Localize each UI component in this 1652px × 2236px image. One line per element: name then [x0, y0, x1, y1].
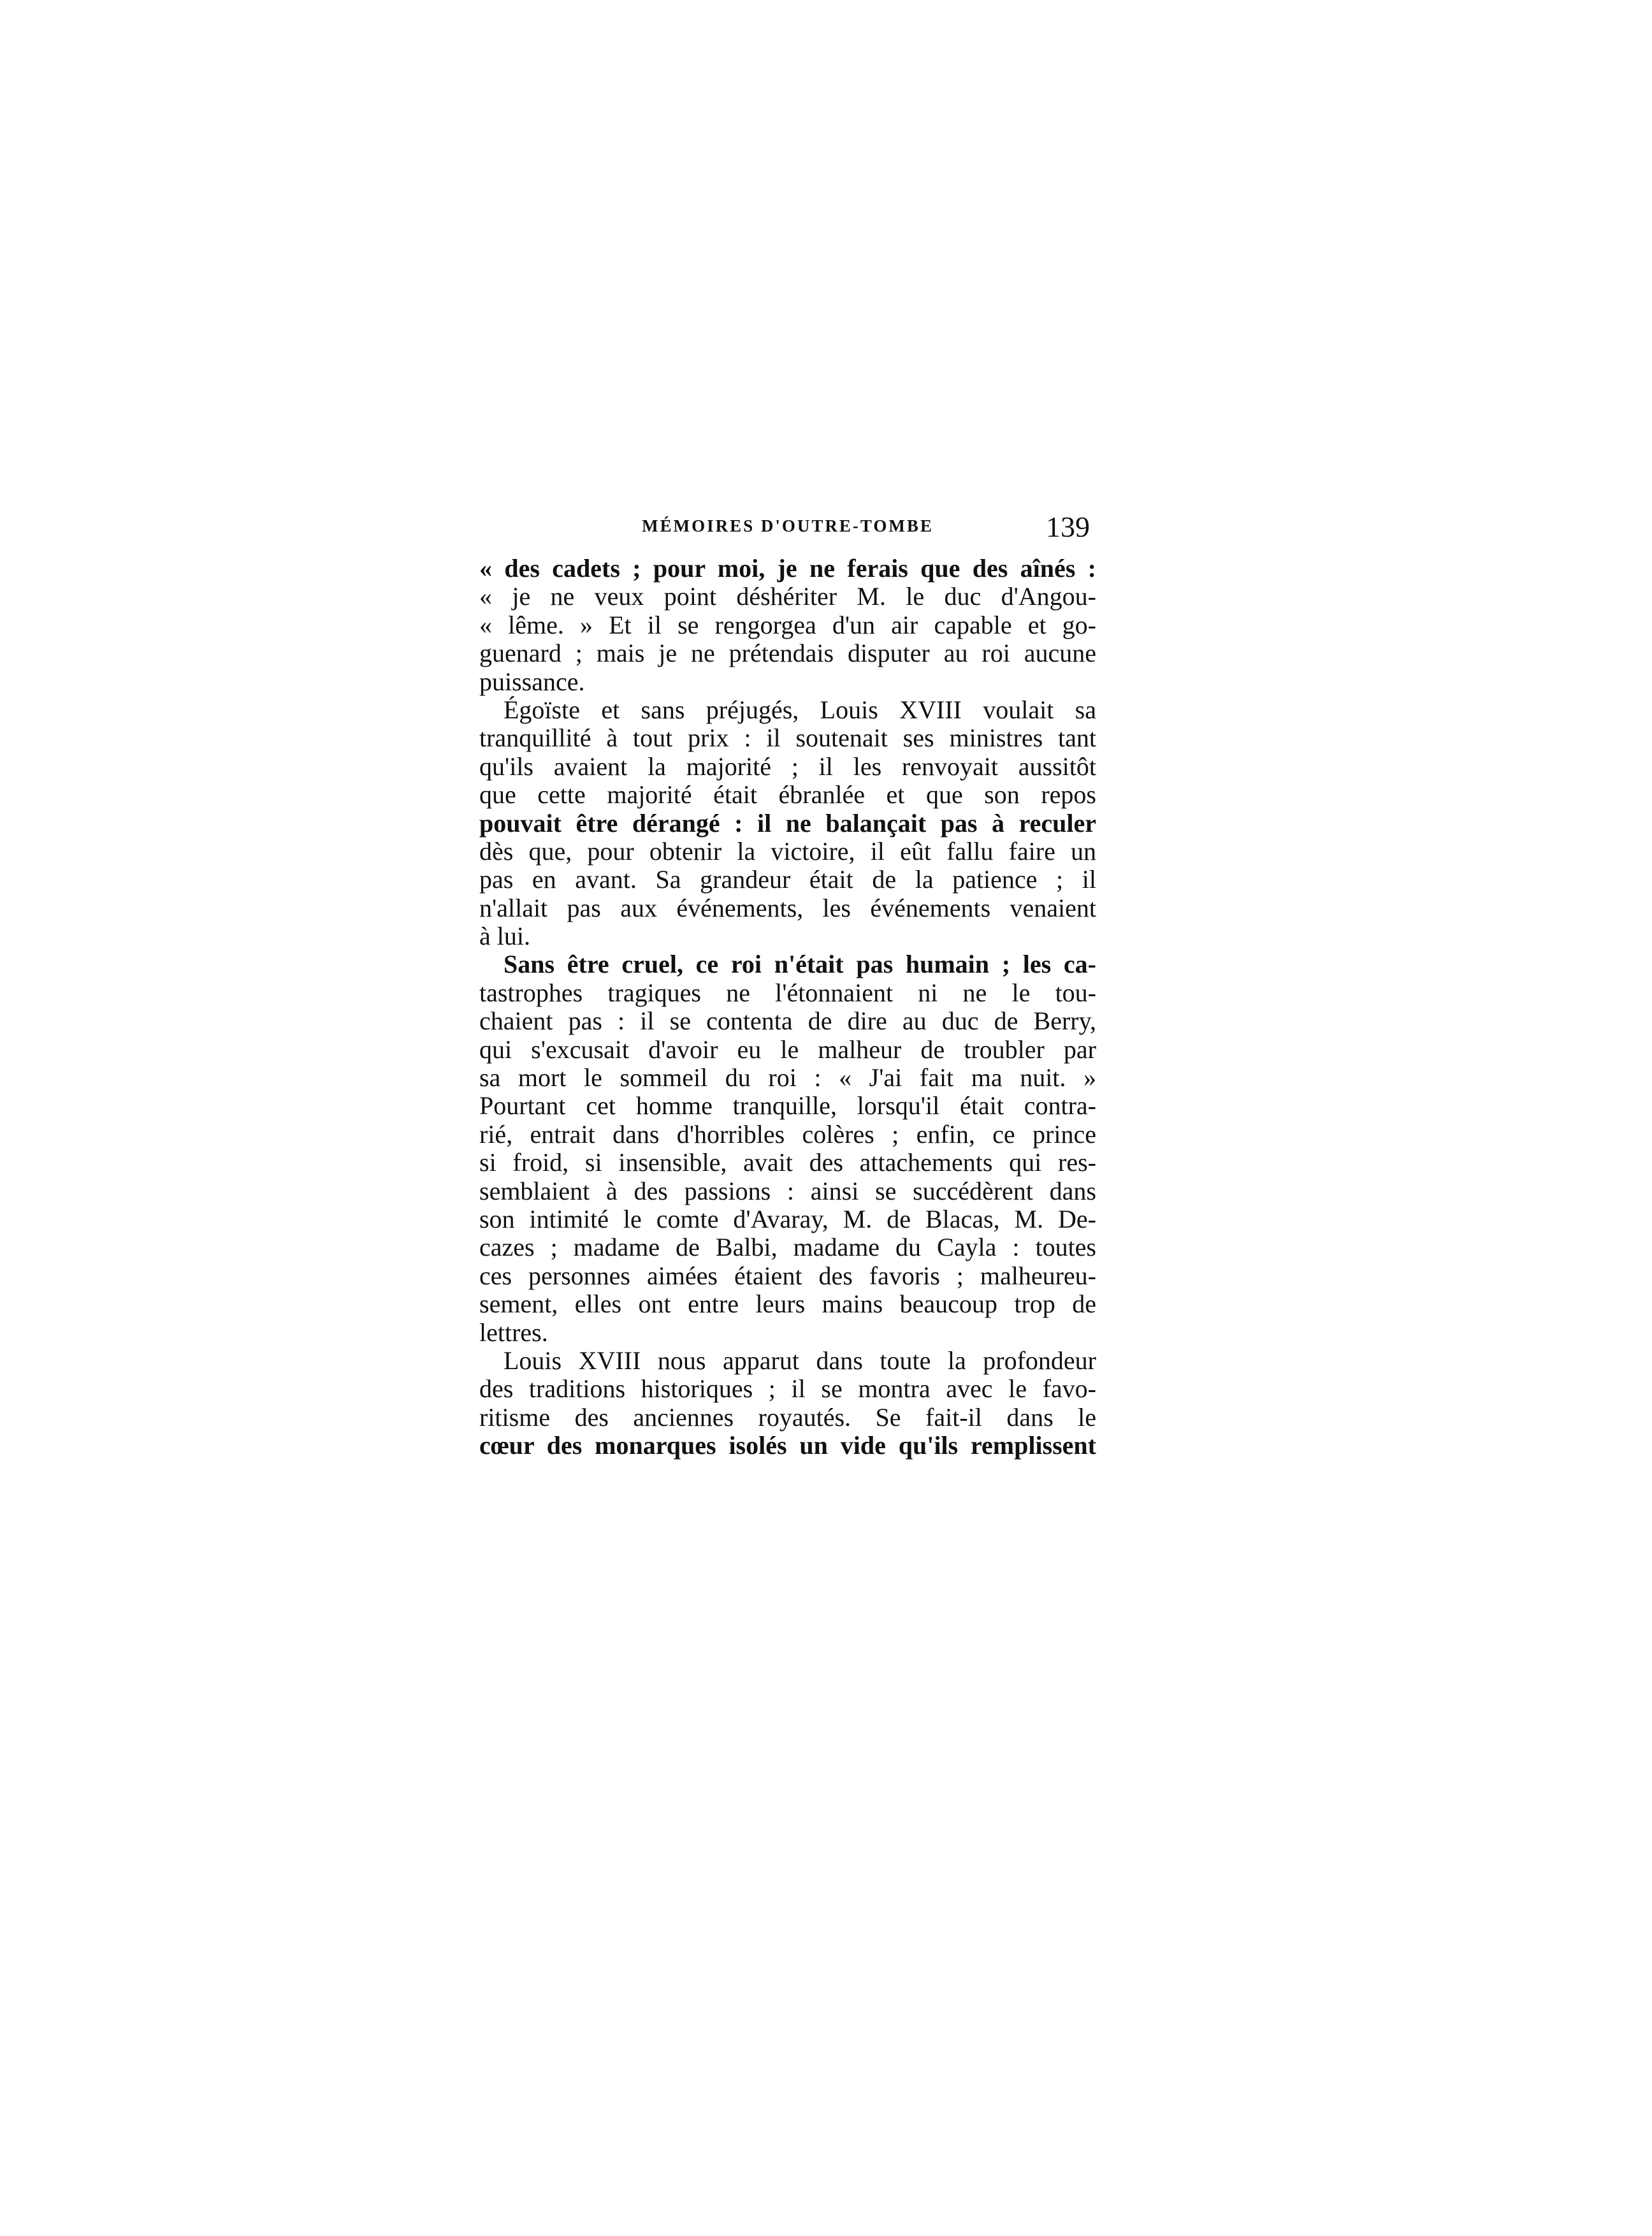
text-line: Égoïste et sans préjugés, Louis XVIII voulait sa: [504, 695, 1096, 724]
text-line: ces personnes aimées étaient des favoris ; malheureu-: [479, 1261, 1096, 1290]
text-line: ritisme des anciennes royautés. Se fait-il dans le: [479, 1402, 1096, 1432]
text-line: puissance.: [479, 667, 585, 696]
text-line: que cette majorité était ébranlée et que son repos: [479, 780, 1096, 809]
text-line: « des cadets ; pour moi, je ne ferais que des aînés :: [479, 554, 1096, 583]
paragraph-1: [479, 555, 1096, 696]
text-line: Sans être cruel, ce roi n'était pas humain ; les ca-: [504, 950, 1096, 979]
paragraph-3: [479, 950, 1096, 1346]
text-line: dès que, pour obtenir la victoire, il eût fallu faire un: [479, 836, 1096, 866]
text-line: lettres.: [479, 1318, 548, 1347]
page-number: 139: [1046, 511, 1090, 543]
text-line: chaient pas : il se contenta de dire au duc de Berry,: [479, 1006, 1096, 1036]
text-line: cœur des monarques isolés un vide qu'ils remplissent: [479, 1431, 1096, 1460]
text-line: n'allait pas aux événements, les événements venaient: [479, 893, 1096, 922]
text-line: « lême. » Et il se rengorgea d'un air capable et go-: [479, 610, 1096, 639]
text-line: pouvait être dérangé : il ne balançait pas à reculer: [479, 808, 1096, 838]
text-line: pas en avant. Sa grandeur était de la patience ; il: [479, 865, 1096, 894]
text-line: tastrophes tragiques ne l'étonnaient ni ne le tou-: [479, 978, 1096, 1007]
running-header: [479, 511, 1096, 555]
text-line: Louis XVIII nous apparut dans toute la profondeur: [504, 1346, 1096, 1375]
text-line: sement, elles ont entre leurs mains beaucoup trop de: [479, 1289, 1096, 1319]
text-line: tranquillité à tout prix : il soutenait ses ministres tant: [479, 723, 1096, 753]
text-line: sa mort le sommeil du roi : « J'ai fait ma nuit. »: [479, 1063, 1096, 1093]
text-line: semblaient à des passions : ainsi se succédèrent dans: [479, 1176, 1096, 1205]
text-line: guenard ; mais je ne prétendais disputer au roi aucune: [479, 639, 1096, 668]
text-line: des traditions historiques ; il se montra avec le favo-: [479, 1374, 1096, 1404]
text-line: son intimité le comte d'Avaray, M. de Blacas, M. De-: [479, 1204, 1096, 1233]
text-line: rié, entrait dans d'horribles colères ; enfin, ce prince: [479, 1119, 1096, 1149]
paragraph-4: [479, 1347, 1096, 1460]
running-title: MÉMOIRES D'OUTRE-TOMBE: [642, 516, 934, 535]
paragraph-2: [479, 696, 1096, 951]
text-line: qui s'excusait d'avoir eu le malheur de troubler par: [479, 1035, 1096, 1064]
page-text-block: [479, 511, 1096, 1460]
text-line: à lui.: [479, 922, 530, 951]
text-line: qu'ils avaient la majorité ; il les renvoyait aussitôt: [479, 751, 1096, 781]
text-line: cazes ; madame de Balbi, madame du Cayla : toutes: [479, 1233, 1096, 1262]
text-line: Pourtant cet homme tranquille, lorsqu'il était contra-: [479, 1091, 1096, 1121]
text-line: « je ne veux point déshériter M. le duc d'Angou-: [479, 582, 1096, 611]
text-line: si froid, si insensible, avait des attachements qui res-: [479, 1148, 1096, 1177]
